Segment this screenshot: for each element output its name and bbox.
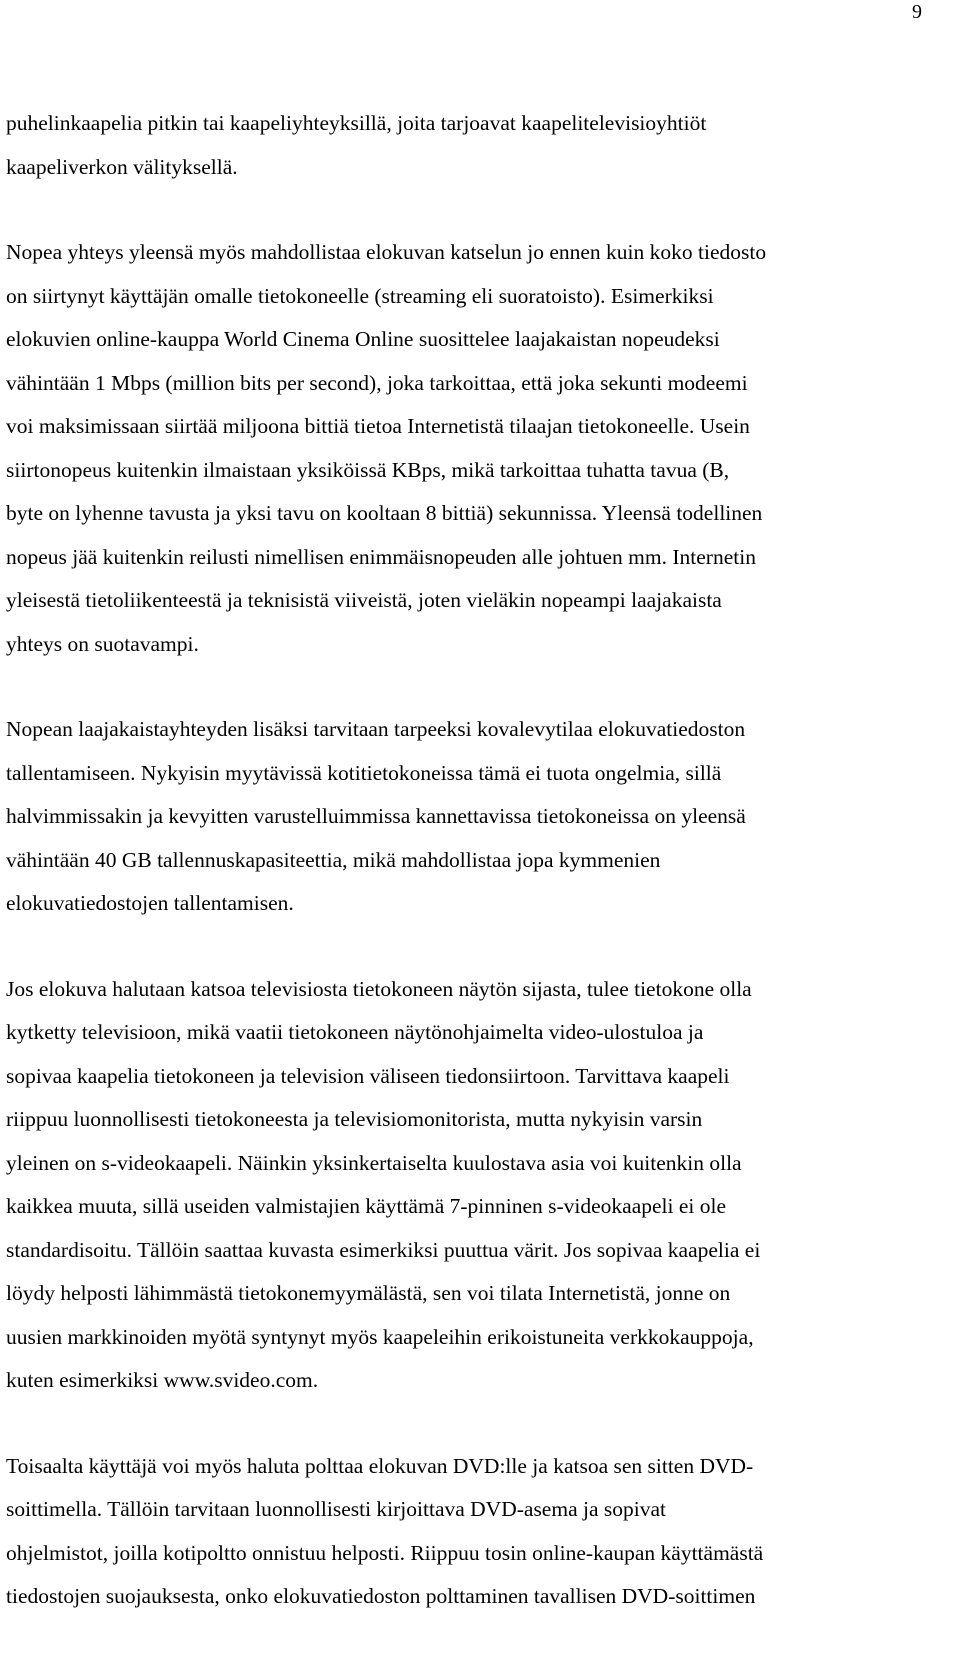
text-line: vähintään 1 Mbps (million bits per second), joka tarkoittaa, että joka sekunti modeemi [6, 370, 748, 395]
text-line: yleinen on s-videokaapeli. Näinkin yksinkertaiselta kuulostava asia voi kuitenkin olla [6, 1150, 742, 1175]
document-body [6, 102, 920, 1661]
text-line: riippuu luonnollisesti tietokoneesta ja televisiomonitorista, mutta nykyisin varsin [6, 1107, 703, 1131]
text-line: vähintään 40 GB tallennuskapasiteettia, mikä mahdollistaa jopa kymmenien [6, 847, 661, 872]
text-line: kaikkea muuta, sillä useiden valmistajien käyttämä 7-pinninen s-videokaapeli ei ole [6, 1194, 727, 1218]
text-line: tiedostojen suojauksesta, onko elokuvatiedoston polttaminen tavallisen DVD-soittimen [6, 1584, 756, 1608]
text-line: elokuvien online-kauppa World Cinema Online suosittelee laajakaistan nopeudeksi [6, 327, 720, 351]
text-line: Jos elokuva halutaan katsoa televisiosta tietokoneen näytön sijasta, tulee tietokone olla [6, 976, 752, 1001]
text-line: soittimella. Tällöin tarvitaan luonnollisesti kirjoittava DVD-asema ja sopivat [6, 1497, 666, 1521]
text-line: ohjelmistot, joilla kotipoltto onnistuu helposti. Riippuu tosin online-kaupan käyttämästä [6, 1540, 764, 1565]
text-line: voi maksimissaan siirtää miljoona bittiä tietoa Internetistä tilaajan tietokoneelle. Usein [6, 414, 750, 438]
text-line: on siirtynyt käyttäjän omalle tietokoneelle (streaming eli suoratoisto). Esimerkiksi [6, 283, 714, 308]
paragraph-2 [6, 231, 920, 666]
text-line: siirtonopeus kuitenkin ilmaistaan yksiköissä KBps, mikä tarkoittaa tuhatta tavua (B, [6, 457, 730, 482]
text-line: Nopean laajakaistayhteyden lisäksi tarvitaan tarpeeksi kovalevytilaa elokuvatiedoston [6, 717, 746, 741]
paragraph-5 [6, 1445, 920, 1619]
text-line: nopeus jää kuitenkin reilusti nimellisen enimmäisnopeuden alle johtuen mm. Internetin [6, 544, 756, 569]
paragraph-1 [6, 102, 920, 189]
page-number: 9 [912, 1, 922, 23]
text-line: tallentamiseen. Nykyisin myytävissä kotitietokoneissa tämä ei tuota ongelmia, sillä [6, 760, 722, 785]
paragraph-4 [6, 968, 920, 1403]
text-line: yleisestä tietoliikenteestä ja teknisistä viiveistä, joten vieläkin nopeampi laajakaista [6, 588, 722, 612]
text-line: byte on lyhenne tavusta ja yksi tavu on kooltaan 8 bittiä) sekunnissa. Yleensä todellinen [6, 501, 763, 525]
text-line: puhelinkaapelia pitkin tai kaapeliyhteyksillä, joita tarjoavat kaapelitelevisioyhtiöt [6, 111, 707, 135]
paragraph-3 [6, 708, 920, 926]
text-line: uusien markkinoiden myötä syntynyt myös kaapeleihin erikoistuneita verkkokauppoja, [6, 1324, 754, 1349]
text-line: kaapeliverkon välityksellä. [6, 154, 238, 179]
text-line: Nopea yhteys yleensä myös mahdollistaa elokuvan katselun jo ennen kuin koko tiedosto [6, 240, 767, 264]
text-line: standardisoitu. Tällöin saattaa kuvasta esimerkiksi puuttua värit. Jos sopivaa kaapelia ei [6, 1237, 761, 1262]
text-line: sopivaa kaapelia tietokoneen ja television väliseen tiedonsiirtoon. Tarvittava kaapeli [6, 1063, 730, 1088]
text-line: elokuvatiedostojen tallentamisen. [6, 891, 294, 915]
text-line: kytketty televisioon, mikä vaatii tietokoneen näytönohjaimelta video-ulostuloa ja [6, 1020, 704, 1044]
text-line: löydy helposti lähimmästä tietokonemyymälästä, sen voi tilata Internetistä, jonne on [6, 1281, 731, 1305]
text-line: Toisaalta käyttäjä voi myös haluta polttaa elokuvan DVD:lle ja katsoa sen sitten DVD- [6, 1453, 754, 1478]
text-line: halvimmissakin ja kevyitten varustelluimmissa kannettavissa tietokoneissa on yleensä [6, 804, 746, 828]
text-line: yhteys on suotavampi. [6, 631, 199, 656]
text-line: kuten esimerkiksi www.svideo.com. [6, 1368, 319, 1392]
